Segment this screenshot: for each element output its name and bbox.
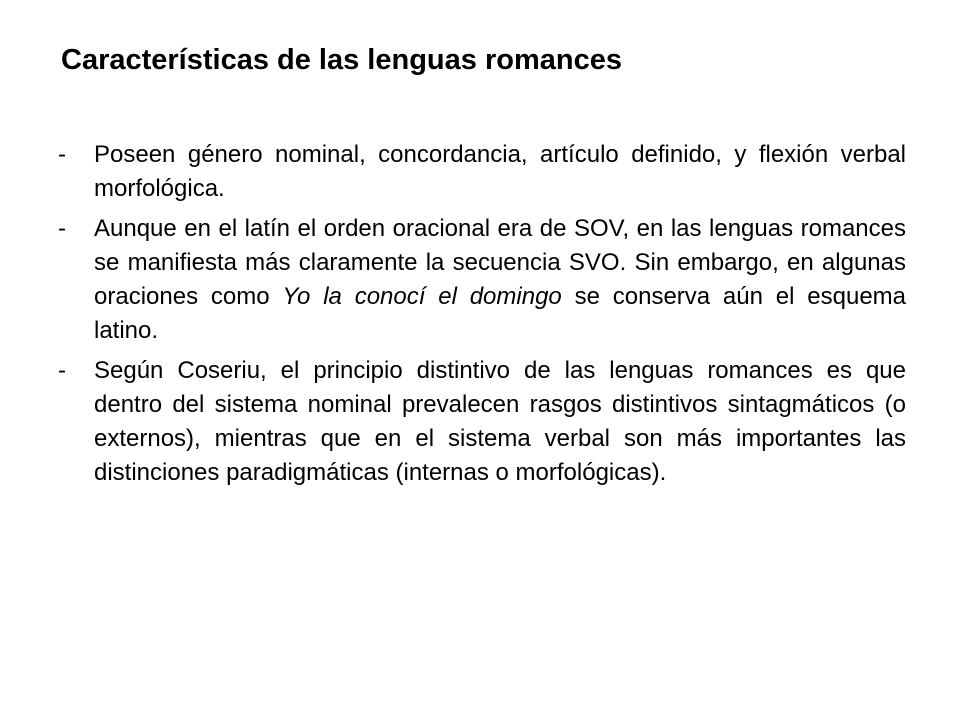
bullet-text: Poseen género nominal, concordancia, artículo definido, y flexión verbal morfológica. (94, 141, 906, 202)
bullet-marker: - (58, 215, 66, 242)
slide-title: Características de las lenguas romances (61, 44, 622, 76)
bullet-text-before: Aunque en el latín el orden oracional era de SOV, en las lenguas romances se manifiesta más claramente la secuencia SVO. Sin embargo, en algunas oraciones como (94, 215, 906, 310)
bullet-marker: - (58, 141, 66, 168)
bullet-marker: - (58, 357, 66, 384)
bullet-list (56, 138, 906, 496)
bullet-text-italic-example: Yo la conocí el domingo (282, 283, 562, 310)
bullet-text: Según Coseriu, el principio distintivo de las lenguas romances es que dentro del sistema nominal prevalecen rasgos distintivos sintagmáticos (o externos), mientras que en el sistema verbal son más importantes las distinciones paradigmáticas (internas o morfológicas). (94, 357, 906, 486)
bullet-text-after: se conserva aún el esquema latino. (94, 283, 907, 344)
bullet-item-3 (56, 354, 906, 490)
bullet-item-1 (56, 138, 906, 206)
bullet-item-2 (56, 212, 906, 348)
